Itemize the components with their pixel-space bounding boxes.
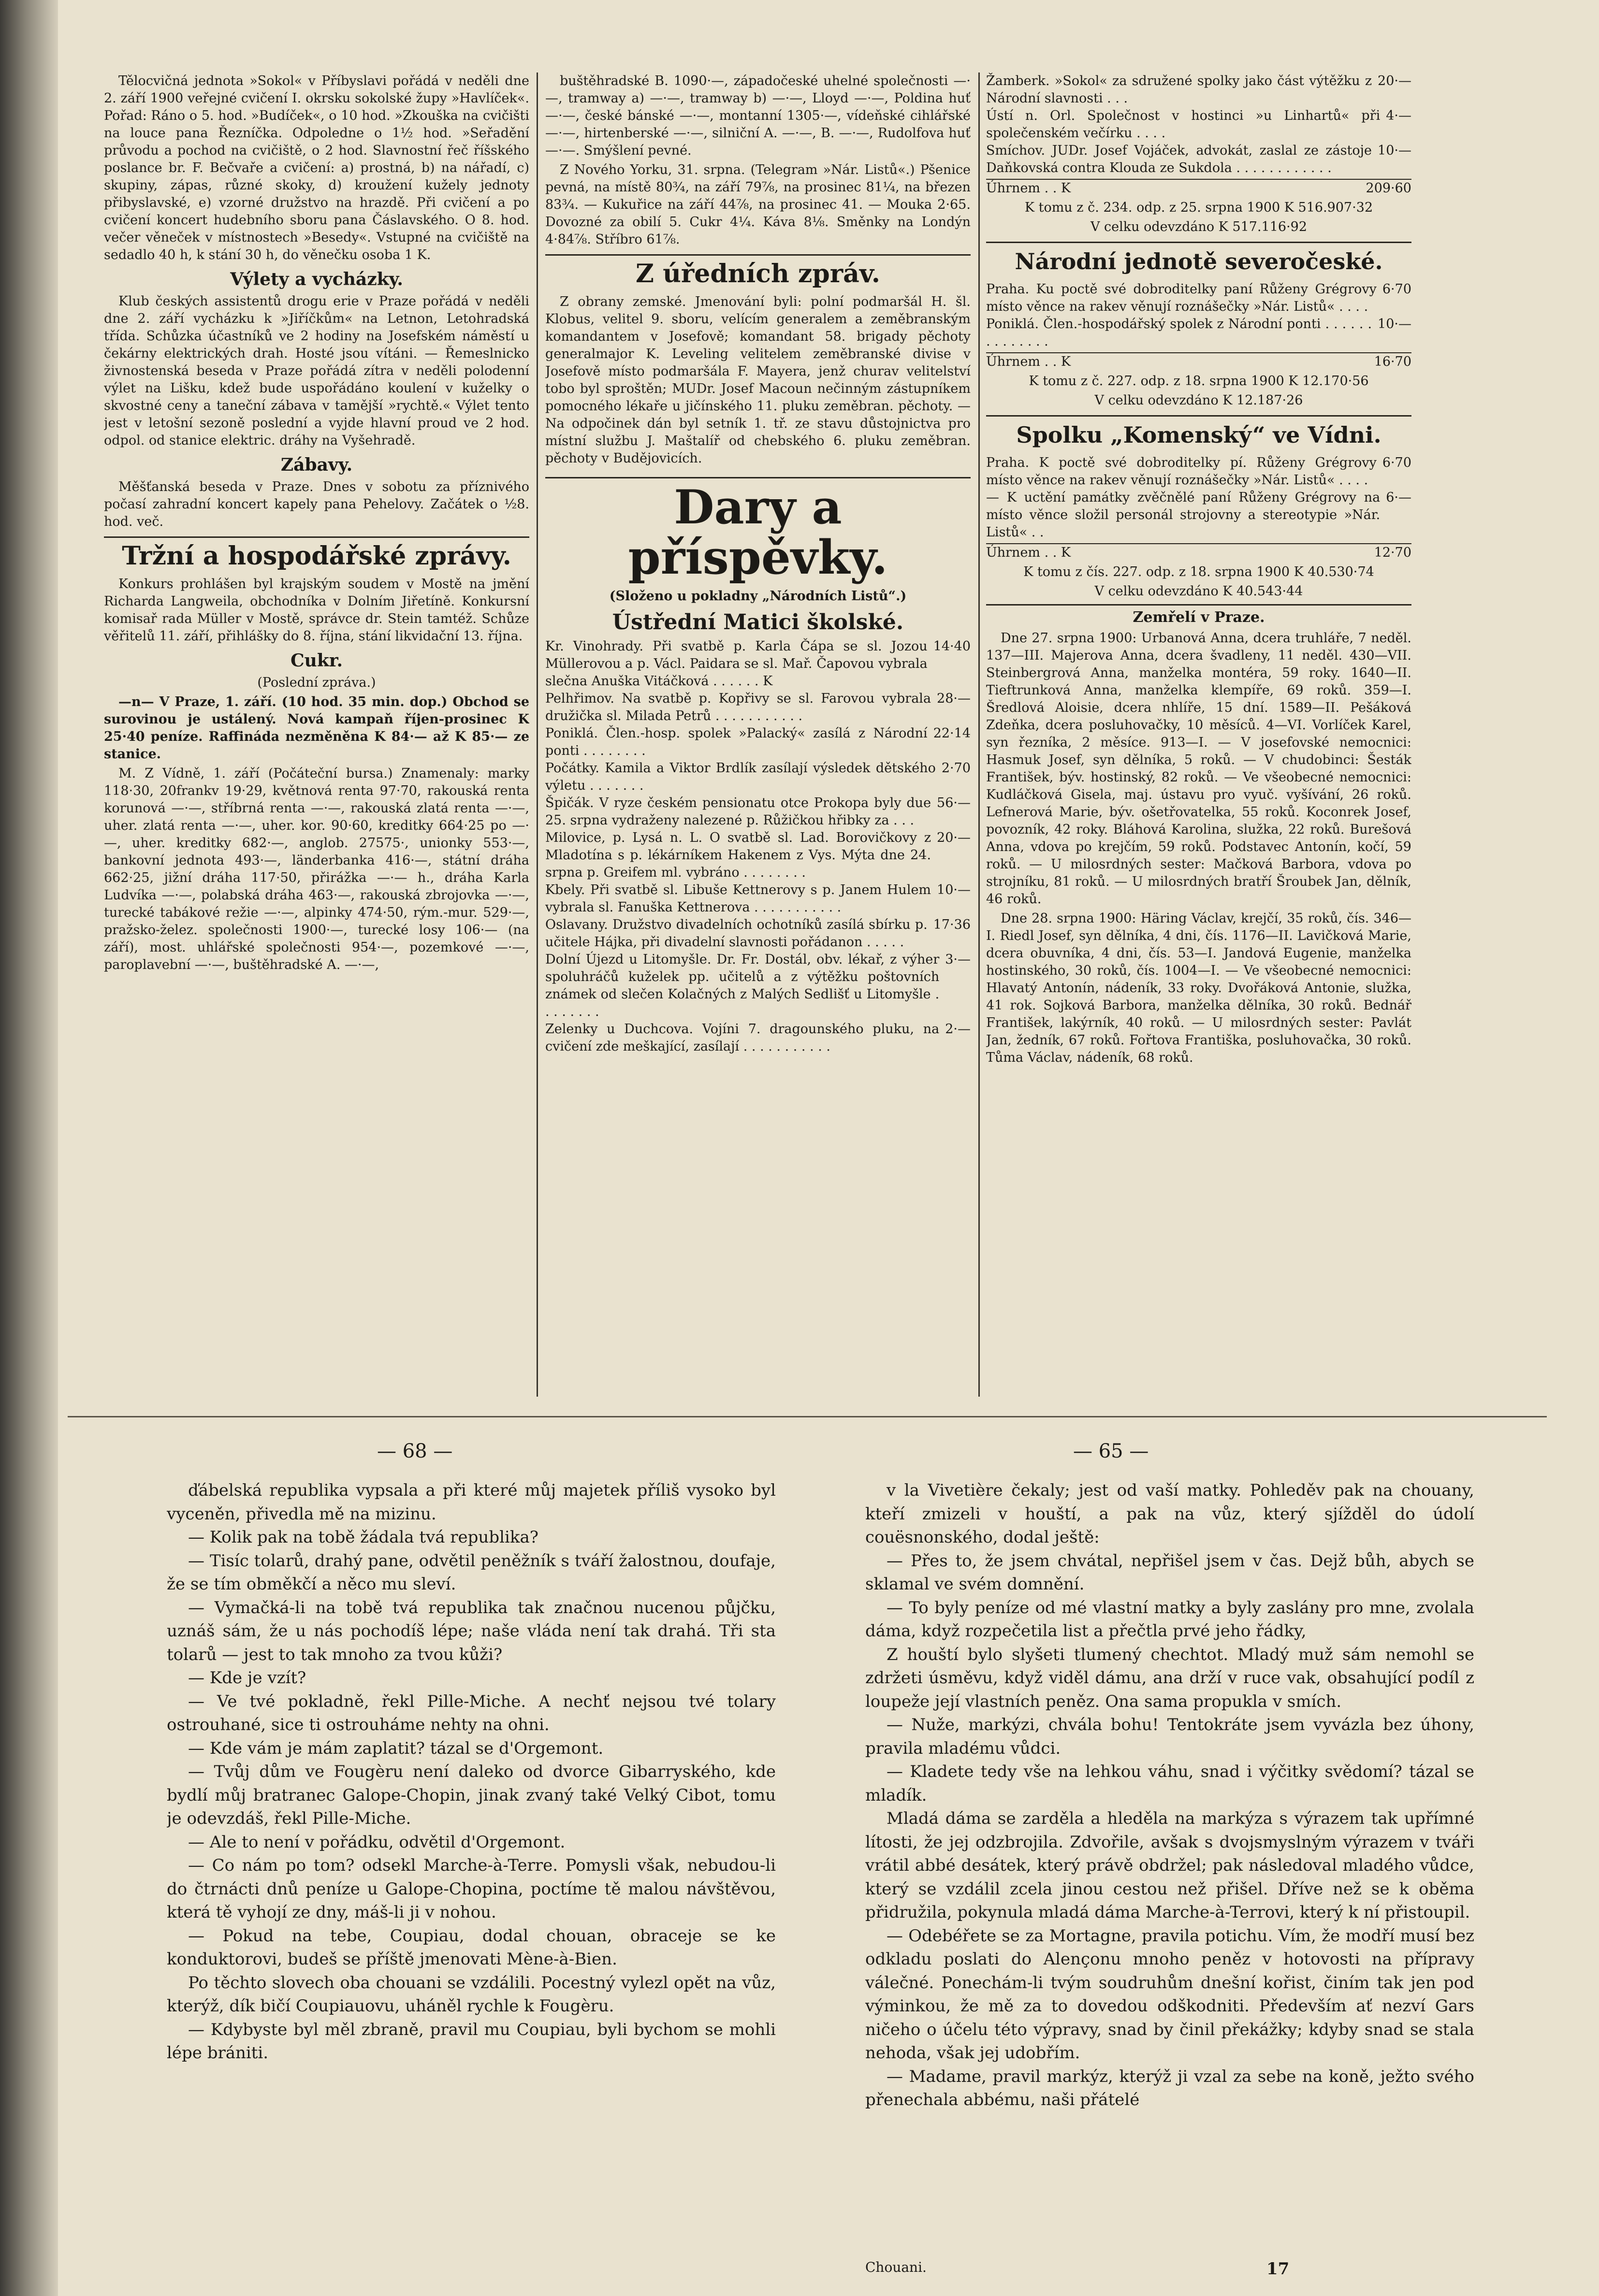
- donation-entry: [986, 489, 1411, 541]
- sum-line: K tomu z č. 227. odp. z 18. srpna 1900 K 12.170·56: [1029, 374, 1369, 389]
- heading-dary: Dary a příspěvky.: [545, 477, 971, 583]
- heading-cukr: Cukr.: [291, 650, 343, 671]
- donation-amount: 17·36: [933, 917, 971, 932]
- book-paragraph: — Ve tvé pokladně, řekl Pille-Miche. A nechť nejsou tvé tolary ostrouhané, sice ti ostrouháme nehty na ohni.: [167, 1691, 776, 1734]
- donation-amount: 2·70: [941, 761, 971, 776]
- total-amount: 12·70: [1374, 545, 1411, 560]
- newyork-text: Z Nového Yorku, 31. srpna. (Telegram »Nár. Listů«.) Pšenice pevná, na místě 80¾, na září 79⅞, na prosinec 81¼, na březen 83¾. — Kukuřice na září 44⅞, na prosinec 41. — Mouka 2·65. Dovozné za obilí 5. Cukr 4¼. Káva 8⅛. Směnky na Londýn 4·84⅞. Stříbro 61⅞.: [545, 162, 971, 247]
- book-paragraph: — Nuže, markýzi, chvála bohu! Tentokráte jsem vyvázla bez úhony, pravila mladému vůdci.: [865, 1715, 1474, 1758]
- total-label: Úhrnem . . K: [986, 354, 1071, 369]
- book-paragraph: — Kdybyste byl měl zbraně, pravil mu Coupiau, byli bychom se mohli lépe brániti.: [167, 2020, 776, 2063]
- donation-amount: 10·—: [1378, 143, 1411, 158]
- donation-entry: [986, 454, 1411, 489]
- column-divider: [537, 72, 538, 1397]
- sokol-notice: Tělocvičná jednota »Sokol« v Příbyslavi pořádá v neděli dne 2. září 1900 veřejné cvičení I. okrsku sokolské župy »Havlíček«. Pořad: Ráno o 5. hod. »Budíček«, o 10 hod. »Zkouška na cvičišti na louce pana Řezníčka. Odpoledne o 1½ hod. »Seřadění průvodu a pochod na cvičiště, o 2 hod. Slavnostní řeč říšského poslance br. F. Bečvaře a cvičení: a) prostná, b) na nářadí, c) skupiny, zápas, různé skoky, d) kroužení kužely jednoty přibyslavské, e) vzorné družstvo na hrazdě. Při cvičení a po cvičení koncert hudebního sboru pana Čáslavského. O 8. hod. večer věneček v místnostech »Besedy«. Vstupné na cvičiště na sedadlo 40 h, k stání 30 h, do věnečku osoba 1 K.: [104, 73, 529, 262]
- book-paragraph: — Tvůj dům ve Fougèru není daleko od dvorce Gibarryského, kde bydlí můj bratranec Galope-Chopin, jinak zvaný také Velký Cibot, tomu je odevzdáš, řekl Pille-Miche.: [167, 1762, 776, 1828]
- footer-signature: Chouani.: [865, 2259, 927, 2275]
- heading-zemreli: Zemřelí v Praze.: [986, 604, 1411, 627]
- heading-matice: Ústřední Matici školské.: [612, 610, 904, 635]
- book-paragraph: — Co nám po tom? odsekl Marche-à-Terre. Pomysli však, nebudou-li do čtrnácti dnů peníze u Galope-Chopina, poctíme tě malou návštěvou, která tě vyhojí ze dny, máš-li ji v nohou.: [167, 1856, 776, 1922]
- donation-text: Dolní Újezd u Litomyšle. Dr. Fr. Dostál, obv. lékař, z výher spoluhráčů kuželek pp. učitelů a z výtěžku poštovních známek od slečen Kolačných z Malých Sedlišť u Litomyšle . . . . . . . .: [545, 952, 940, 1019]
- heading-jednota: Národní jednotě severočeské.: [986, 242, 1411, 276]
- book-paragraph: — Kde je vzít?: [188, 1668, 306, 1688]
- donation-entry: [545, 916, 971, 951]
- heading-zabavy: Zábavy.: [280, 455, 353, 475]
- book-paragraph: ďábelská republika vypsala a při které můj majetek příliš vysoko byl vyceněn, přivedla mě na mizinu.: [167, 1481, 776, 1524]
- column-1: [104, 72, 529, 1397]
- zemreli-27: Dne 27. srpna 1900: Urbanová Anna, dcera truhláře, 7 neděl. 137—III. Majerova Anna, dcera švadleny, 11 neděl. 430—VII. Steinbergrová Anna, manželka montéra, 59 roky. 1640—II. Tieftrunková Anna, manželka klempíře, 69 roků. 359—I. Šredlová Aloisie, dcera nhlíře, 15 dní. 1589—II. Pešáková Zdeňka, dcera posluhovačky, 10 měsíců. 4—VI. Vorlíček Karel, syn řezníka, 2 měsíce. 913—I. — V josefovské nemocnici: Hasmuk Josef, syn dělníka, 5 roků. — V chudobinci: Šesták František, býv. hostinský, 82 roků. — Ve všeobecné nemocnici: Kudláčková Gisela, maj. ústavu pro vyuč. vyšívání, 26 roků. Lefnerová Marie, býv. ošetřovatelka, 55 roků. Koconrek Josef, povozník, 42 roky. Bláhová Karolina, služka, 22 roků. Burešová Anna, vdova po krejčím, 59 roků. Podstavec Antonín, kočí, 59 roků. — U milosrdných sester: Mačková Barbora, vdova po strojníku, 81 roků. — U milosrdných bratří Šroubek Jan, dělník, 46 roků.: [986, 631, 1411, 907]
- donation-amount: 22·14: [933, 726, 971, 741]
- donation-amount: 6·70: [1382, 455, 1411, 470]
- sum-line: K tomu z čís. 227. odp. z 18. srpna 1900 K 40.530·74: [1023, 564, 1374, 579]
- book-paragraph: — Pokud na tebe, Coupiau, dodal chouan, obraceje se ke konduktorovi, budeš se příště jmenovati Mène-à-Bien.: [167, 1926, 776, 1969]
- donation-entry: [545, 638, 971, 690]
- donation-text: Oslavany. Družstvo divadelních ochotníků zasílá sbírku p. učitele Hájka, při divadelní slavnosti pořádanon . . . . .: [545, 917, 928, 950]
- donation-entry: [545, 951, 971, 1021]
- donation-list: [986, 72, 1411, 177]
- donation-entry: [545, 881, 971, 916]
- donation-entry: [986, 281, 1411, 316]
- donation-text: Praha. Ku poctě své dobroditelky paní Růženy Grégrovy místo věnce na rakev věnují roznášečky »Nár. Listů« . . . .: [986, 282, 1377, 314]
- footer-sheet-number: 17: [1266, 2259, 1290, 2279]
- book-paragraph: — To byly peníze od mé vlastní matky a byly zaslány pro mne, zvolala dáma, když rozpečetila list a přečtla prvé jeho řádky,: [865, 1598, 1474, 1641]
- donation-text: Ústí n. Orl. Společnost v hostinci »u Linhartů« při společenském večírku . . . .: [986, 108, 1381, 141]
- book-paragraph: — Madame, pravil markýz, kterýž ji vzal za sebe na koně, ježto svého přenechala abbému, naši přátelé: [865, 2066, 1474, 2109]
- book-paragraph: Mladá dáma se zarděla a hleděla na markýza s výrazem tak upřímné lítosti, že jej odzbrojila. Zdvořile, avšak s dvojsmyslným výrazem v tváři vrátil abbé desátek, který právě obdržel; pak následoval mladého vůdce, který se vzdálil zcela jinou cestou než přišel. Dříve než se k oběma přidružila, pokynula mladá dáma Marche-à-Terrovi, který k ní přistoupil.: [865, 1809, 1474, 1922]
- donation-text: Počátky. Kamila a Viktor Brdlík zasílají výsledek dětského výletu . . . . . . .: [545, 761, 936, 793]
- zabavy-text: Měšťanská beseda v Praze. Dnes v sobotu za příznivého počasí zahradní koncert kapely pana Pehelovy. Začátek o ½8. hod. več.: [104, 479, 529, 529]
- donation-entry: [986, 107, 1411, 142]
- donation-amount: 4·—: [1386, 108, 1411, 123]
- zemreli-28: Dne 28. srpna 1900: Häring Václav, krejčí, 35 roků, čís. 346—I. Riedl Josef, syn dělníka, 4 dni, čís. 1176—II. Lavičková Marie, dcera obuvníka, 4 dni, čís. 53—I. Jandová Eugenie, manželka hostinského, 30 roků, čís. 1004—I. — Ve všeobecné nemocnici: Hlavatý Antonín, nádeník, 33 roky. Dvořáková Antonie, služka, 41 rok. Sojková Barbora, manželka dělníka, 30 roků. Bednář František, lakýrník, 40 roků. — U milosrdných sester: Pavlát Jan, žedník, 67 roků. Fořtova Františka, posluhovačka, 30 roků. Tůma Václav, nádeník, 68 roků.: [986, 911, 1411, 1065]
- column-3: [986, 72, 1411, 1397]
- donation-amount: 2·—: [945, 1022, 971, 1037]
- donation-text: Žamberk. »Sokol« za sdružené spolky jako část výtěžku z Národní slavnosti . . .: [986, 73, 1372, 106]
- donation-text: Praha. K poctě své dobroditelky pí. Růženy Grégrovy místo věnce na rakev věnují roznášečky »Nár. Listů« . . . .: [986, 455, 1377, 488]
- donation-text: Milovice, p. Lysá n. L. O svatbě sl. Lad. Borovičkovy z Mladotína s p. lékárníkem Hakenem z Vys. Mýta dne 24. srpna p. Greifem ml. vybráno . . . . . . . .: [545, 830, 931, 880]
- page-number-left: — 68 —: [377, 1440, 453, 1462]
- donation-list: [986, 454, 1411, 541]
- donation-amount: 56·—: [937, 795, 971, 810]
- donation-entry: [545, 725, 971, 760]
- column-2: [545, 72, 971, 1397]
- donation-entry: [986, 316, 1411, 350]
- total-row: [986, 352, 1411, 371]
- donation-amount: 28·—: [937, 691, 971, 706]
- page-number-right: — 65 —: [1073, 1440, 1149, 1462]
- donation-amount: 6·70: [1382, 282, 1411, 297]
- donation-text: Poniklá. Člen.-hospodářský spolek z Národní ponti . . . . . . . . . . . . . .: [986, 317, 1372, 349]
- book-page-left: [167, 1479, 776, 2252]
- heading-komensky: Spolku „Komenský“ ve Vídni.: [986, 415, 1411, 449]
- total-row: [986, 543, 1411, 562]
- cukr-text: —n— V Praze, 1. září. (10 hod. 35 min. dop.) Obchod se surovinou je ustálený. Nová kampaň říjen-prosinec K 25·40 peníze. Raffináda nezměněna K 84·— až K 85·— ze stanice.: [104, 694, 529, 762]
- donation-text: Kbely. Při svatbě sl. Libuše Kettnerovy s p. Janem Hulem vybrala sl. Fanuška Kettnerova . . . . . . . . . . .: [545, 882, 931, 915]
- donation-text: Pelhřimov. Na svatbě p. Kopřivy se sl. Farovou vybrala družička sl. Milada Petrů . . . . . . . . . . .: [545, 691, 931, 723]
- donation-entry: [545, 794, 971, 829]
- total-row: [986, 179, 1411, 197]
- donation-text: Špičák. V ryze českém pensionatu otce Prokopa byly due 25. srpna vydraženy nalezené p. Růžičkou hřibky za . . .: [545, 795, 931, 828]
- vylety-text: Klub českých assistentů drogu erie v Praze pořádá v neděli dne 2. září vycházku k »Jiříčkům« na Letnon, Letohradská třída. Schůzka účastníků ve 2 hodiny na Josefském náměstí u čekárny elektrických drah. Hosté jsou vítáni. — Řemeslnicko živnostenská beseda v Praze pořádá zítra v neděli polodenní výlet na Lišku, kdež bude uspořádáno koulení v kuželky o skvostné ceny a taneční zábava v tamější »rychtě.« Výlet tento jest v letošní sezoně poslední a vyjde hlavní proud ve 2 hod. odpol. od stanice elektric. dráhy na Vyšehradě.: [104, 294, 529, 448]
- page-binding-edge: [0, 0, 58, 2296]
- donation-text: — K uctění památky zvěčnělé paní Růženy Grégrovy na místo věnce složil personál strojovny a stereotypie »Nár. Listů« . .: [986, 490, 1381, 540]
- book-paragraph: — Kolik pak na tobě žádala tvá republika?: [188, 1528, 538, 1547]
- book-paragraph: — Vymačká-li na tobě tvá republika tak značnou nucenou půjčku, uznáš sám, že u nás pochodíš lépe; naše vláda není tak drahá. Tři sta tolarů — jest to tak mnoho za tvou kůži?: [167, 1598, 776, 1664]
- cukr-subtitle: (Poslední zpráva.): [257, 675, 376, 690]
- sum-line: K tomu z č. 234. odp. z 25. srpna 1900 K 516.907·32: [1024, 200, 1373, 215]
- column-divider: [978, 72, 980, 1397]
- total-label: Úhrnem . . K: [986, 545, 1071, 560]
- page-divider: [68, 1416, 1547, 1417]
- donation-entry: [986, 142, 1411, 177]
- donation-entry: [545, 760, 971, 794]
- obrana-text: Z obrany zemské. Jmenování byli: polní podmaršál H. šl. Klobus, velitel 9. sboru, velícím generalem a zeměbranským komandantem v Josefově; komandant 58. brigady pěchoty generalmajor K. Leveling velitelem zeměbranské divise v Josefově místo podmaršála F. Mayera, jenž churav velitelství tobo byl sproštěn; MUDr. Josef Macoun nečinným zástupníkem pomocného lékaře u jičínského 11. pluku zeměbran. pěchoty. — Na odpočinek dán byl setník 1. tř. ze stavu důstojnictva pro místní službu J. Maštalíř od chebského 6. pluku zeměbran. pěchoty v Budějovicích.: [545, 294, 971, 466]
- total-amount: 16·70: [1374, 354, 1411, 369]
- donation-amount: 10·—: [937, 882, 971, 897]
- book-paragraph: — Odebéřete se za Mortagne, pravila potichu. Vím, že modří musí bez odkladu poslati do Alençonu mnoho peněz v hotovosti na přípravy válečné. Ponechám-li tvým soudruhům dnešní kořist, činím tak jen pod výminkou, že mě za to dovedou odškodniti. Především ať nezví Gars ničeho o účelu této výpravy, snad by činil překážky; kdyby snad se stala nehoda, však jej udobřím.: [865, 1926, 1474, 2063]
- donation-amount: 6·—: [1386, 490, 1411, 505]
- burza-continued: buštěhradské B. 1090·—, západočeské uhelné společnosti —·—, tramway a) —·—, tramway b) —·—, Lloyd —·—, Poldina huť —·—, české bánské —·—, montanní 1305·—, vídeňské cihlářské —·—, hirtenberské —·—, silniční A. —·—, B. —·—, Rudolfova huť —·—. Smýšlení pevné.: [545, 73, 971, 158]
- donation-text: Smíchov. JUDr. Josef Vojáček, advokát, zaslal ze zástoje Daňkovská contra Klouda ze Sukdola . . . . . . . . . . . .: [986, 143, 1372, 175]
- donation-amount: 10·—: [1378, 317, 1411, 332]
- heading-uredni: Z úředních zpráv.: [545, 254, 971, 289]
- book-paragraph: Po těchto slovech oba chouani se vzdálili. Pocestný vylezl opět na vůz, kterýž, dík bičí Coupiauovu, uháněl rychle k Fougèru.: [167, 1973, 776, 2016]
- donation-entry: [545, 1021, 971, 1055]
- donation-amount: 3·—: [945, 952, 971, 967]
- grand-total: V celku odevzdáno K 517.116·92: [1090, 219, 1308, 234]
- book-paragraph: — Kladete tedy vše na lehkou váhu, snad i výčitky svědomí? tázal se mladík.: [865, 1762, 1474, 1805]
- donation-amount: 20·—: [1378, 73, 1411, 88]
- donation-entry: [545, 690, 971, 725]
- book-paragraph: — Tisíc tolarů, drahý pane, odvětil peněžník s tváří žalostnou, doufaje, že se tím obměkčí a něco mu sleví.: [167, 1551, 776, 1594]
- book-paragraph: — Kde vám je mám zaplatit? tázal se d'Orgemont.: [188, 1738, 604, 1758]
- burza-text: M. Z Vídně, 1. září (Počáteční bursa.) Znamenaly: marky 118·30, 20frankv 19·29, květnová renta 97·70, rakouská renta korunová —·—, stříbrná renta —·—, rakouská zlatá renta —·—, uher. zlatá renta —·—, uher. kor. 90·60, kreditky 664·25 po —·—, uher. kreditky 682·—, anglob. 27575·, unionky 553·—, bankovní jednota 493·—, länderbanka 416·—, státní dráha 662·25, jižní dráha 117·50, přirážka —·— h., dráha Karla Ludvíka —·—, polabská dráha 463·—, rakouská zbrojovka —·—, turecké tabákové režie —·—, alpinky 474·50, rým.-mur. 529·—, pražsko-želez. společnosti 1900·—, turecké losy 106·— (na září), most. uhlářské společnosti 954·—, pozemkové —·—, paroplavební —·—, buštěhradské A. —·—,: [104, 766, 529, 972]
- donation-text: Poniklá. Člen.-hosp. spolek »Palacký« zasílá z Národní ponti . . . . . . . .: [545, 726, 928, 758]
- heading-vylety: Výlety a vycházky.: [230, 269, 403, 289]
- donation-entry: [545, 829, 971, 881]
- book-paragraph: Z houští bylo slyšeti tlumený chechtot. Mladý muž sám nemohl se zdržeti úsměvu, když viděl dámu, ana drží v ruce vak, obsahující podíl z loupeže její vlastních peněz. Ona sama propukla v smích.: [865, 1645, 1474, 1711]
- total-amount: 209·60: [1366, 181, 1411, 196]
- dary-subtitle: (Složeno u pokladny „Národních Listů“.): [609, 589, 907, 604]
- donation-amount: 20·—: [937, 830, 971, 845]
- donation-text: Kr. Vinohrady. Při svatbě p. Karla Čápa se sl. Jozou Müllerovou a p. Václ. Paidara se sl. Mař. Čapovou vybrala slečna Anuška Vitáčková . . . . . . K: [545, 639, 928, 689]
- book-paragraph: — Ale to není v pořádku, odvětil d'Orgemont.: [188, 1832, 566, 1852]
- donation-amount: 14·40: [933, 639, 971, 654]
- donation-text: Zelenky u Duchcova. Vojíni 7. dragounského pluku, na cvičení zde meškající, zasílají . . . . . . . . . . .: [545, 1022, 940, 1054]
- book-page-right: [865, 1479, 1474, 2252]
- grand-total: V celku odevzdáno K 40.543·44: [1094, 584, 1303, 599]
- book-paragraph: — Přes to, že jsem chvátal, nepřišel jsem v čas. Dejž bůh, abych se sklamal ve svém domnění.: [865, 1551, 1474, 1594]
- total-label: Úhrnem . . K: [986, 181, 1071, 196]
- book-paragraph: v la Vivetière čekaly; jest od vaší matky. Pohleděv pak na chouany, kteří zmizeli v houští, a pak na vůz, který sjížděl do údolí couësnonského, dodal ještě:: [865, 1481, 1474, 1547]
- donation-list: [986, 281, 1411, 350]
- heading-trzni: Tržní a hospodářské zprávy.: [104, 536, 529, 571]
- konkurs-text: Konkurs prohlášen byl krajským soudem v Mostě na jmění Richarda Langweila, obchodníka v Dolním Jiřetíně. Konkursní komisař rada Müller v Mostě, správce dr. Stein tamtéž. Schůze věřitelů 11. září, přihlášky do 8. října, stání likvidační 13. října.: [104, 577, 529, 644]
- grand-total: V celku odevzdáno K 12.187·26: [1094, 393, 1303, 408]
- donation-entry: [986, 72, 1411, 107]
- donation-list: [545, 638, 971, 1055]
